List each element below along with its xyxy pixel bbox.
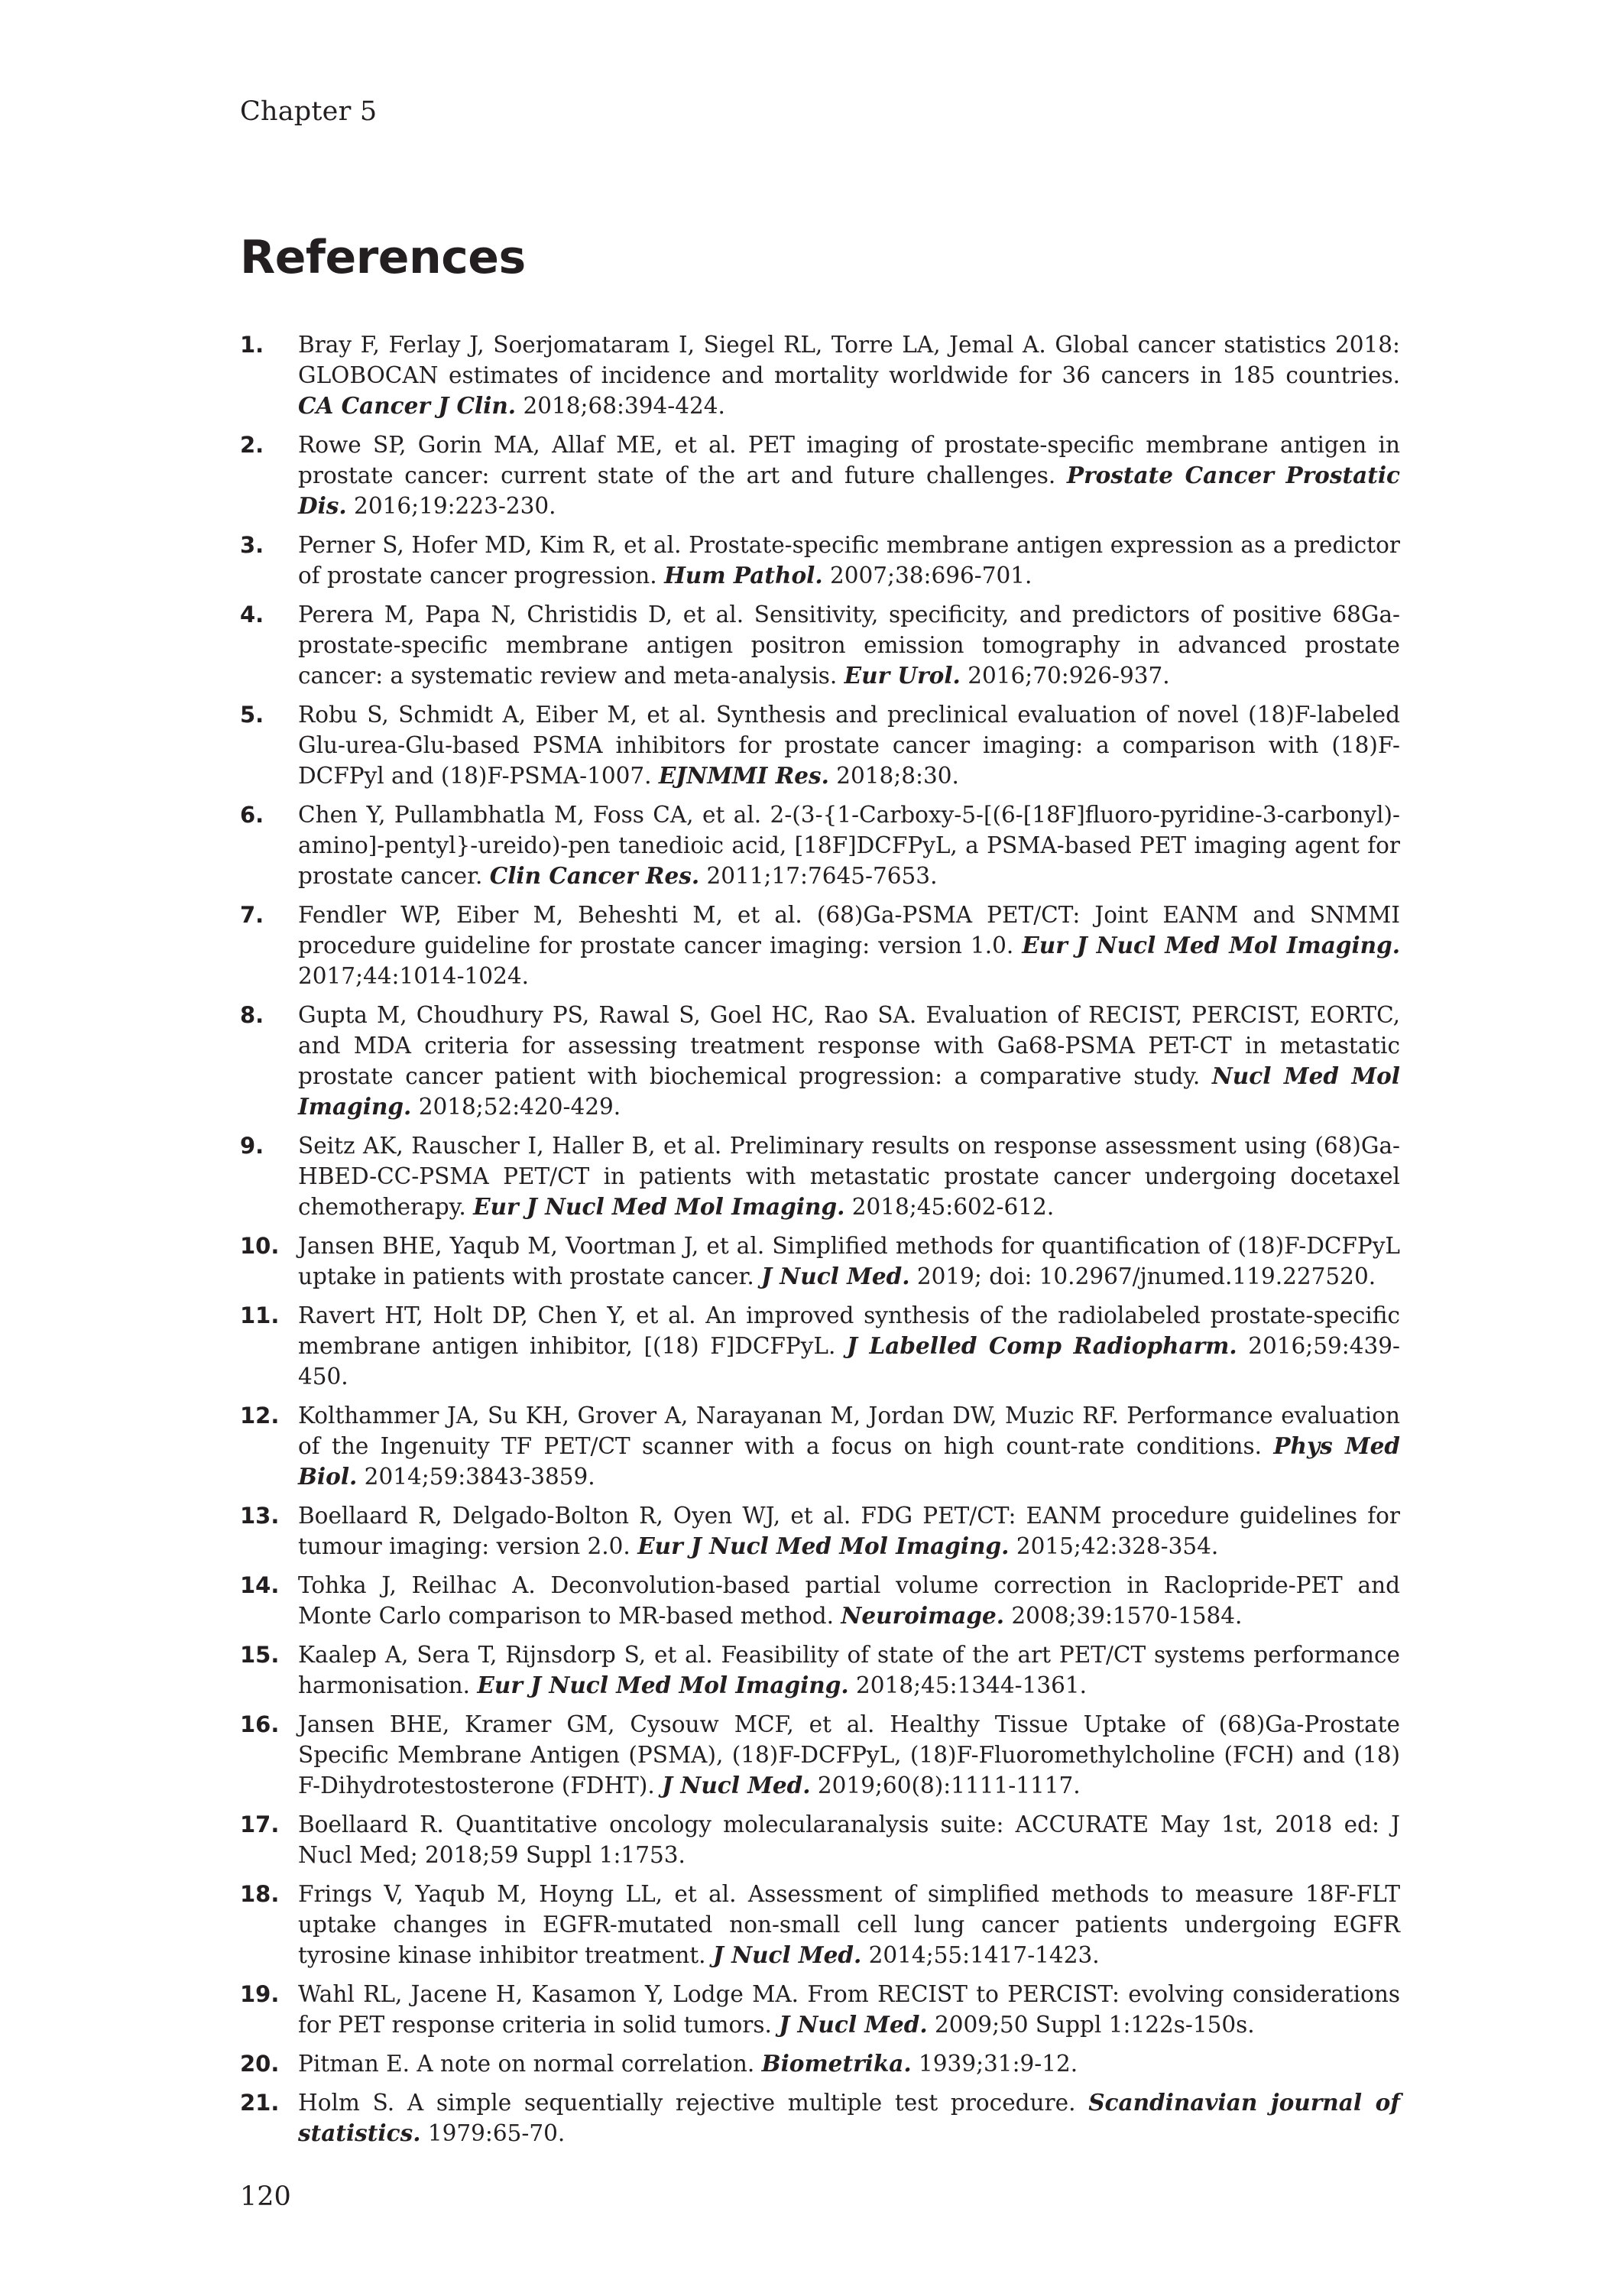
- reference-number: 20.: [240, 2051, 280, 2077]
- reference-journal: Hum Pathol.: [664, 562, 823, 589]
- reference-text: Seitz AK, Rauscher I, Haller B, et al. Preliminary results on response assessment using (68)Ga-HBED-CC-PSMA PET/CT in patients with metastatic prostate cancer undergoing docetaxel chemotherapy.: [298, 1133, 1400, 1220]
- reference-citation: 2018;52:420-429.: [411, 1094, 621, 1120]
- reference-citation: 2007;38:696-701.: [822, 563, 1032, 589]
- reference-text: Robu S, Schmidt A, Eiber M, et al. Synthesis and preclinical evaluation of novel (18)F-labeled Glu-urea-Glu-based PSMA inhibitors for prostate cancer imaging: a comparison with (18)F-DCFPyl and (18)F-PSMA-1007.: [298, 702, 1400, 789]
- reference-text: Pitman E. A note on normal correlation.: [298, 2051, 762, 2077]
- reference-journal: Biometrika.: [761, 2050, 912, 2077]
- reference-citation: 2018;45:1344-1361.: [848, 1672, 1088, 1698]
- section-title: References: [240, 231, 526, 284]
- reference-item: [240, 1979, 1400, 2040]
- reference-citation: 2016;59:439-450.: [298, 1333, 1400, 1390]
- reference-journal: J Nucl Med.: [779, 2011, 928, 2038]
- reference-citation: 2017;44:1014-1024.: [298, 963, 529, 989]
- reference-number: 11.: [240, 1302, 280, 1328]
- reference-number: 6.: [240, 802, 264, 828]
- reference-list: [240, 329, 1400, 2157]
- reference-citation: 2014;59:3843-3859.: [357, 1464, 595, 1490]
- reference-text: Wahl RL, Jacene H, Kasamon Y, Lodge MA. From RECIST to PERCIST: evolving considerations for PET response criteria in solid tumors.: [298, 1981, 1400, 2038]
- reference-item: [240, 1000, 1400, 1122]
- reference-journal: EJNMMI Res.: [658, 762, 829, 789]
- reference-number: 3.: [240, 532, 264, 558]
- reference-number: 1.: [240, 332, 264, 358]
- reference-item: [240, 900, 1400, 991]
- reference-text: Boellaard R, Delgado-Bolton R, Oyen WJ, et al. FDG PET/CT: EANM procedure guidelines for tumour imaging: version 2.0.: [298, 1503, 1400, 1559]
- reference-journal: Eur Urol.: [844, 662, 961, 689]
- reference-citation: 2018;8:30.: [828, 763, 959, 789]
- reference-number: 5.: [240, 702, 264, 728]
- reference-citation: 2016;70:926-937.: [960, 663, 1170, 689]
- reference-number: 4.: [240, 602, 264, 628]
- reference-citation: 2019; doi: 10.2967/jnumed.119.227520.: [909, 1263, 1376, 1289]
- reference-number: 19.: [240, 1981, 280, 2007]
- reference-citation: 1979:65-70.: [420, 2120, 566, 2146]
- reference-text: Chen Y, Pullambhatla M, Foss CA, et al. 2-(3-{1-Carboxy-5-[(6-[18F]fluoro-pyridine-3-carbonyl)-amino]-pentyl}-ureido)-pen tanedioic acid, [18F]DCFPyL, a PSMA-based PET imaging agent for prostate cancer.: [298, 802, 1400, 889]
- reference-item: [240, 530, 1400, 591]
- reference-text: Fendler WP, Eiber M, Beheshti M, et al. (68)Ga-PSMA PET/CT: Joint EANM and SNMMI procedure guideline for prostate cancer imaging: version 1.0.: [298, 902, 1400, 958]
- reference-number: 17.: [240, 1811, 280, 1837]
- reference-text: Perner S, Hofer MD, Kim R, et al. Prostate-specific membrane antigen expression as a predictor of prostate cancer progression.: [298, 532, 1400, 589]
- reference-number: 12.: [240, 1403, 280, 1429]
- reference-citation: 2009;50 Suppl 1:122s-150s.: [927, 2012, 1255, 2038]
- reference-item: [240, 799, 1400, 891]
- reference-journal: Eur J Nucl Med Mol Imaging.: [473, 1193, 845, 1220]
- reference-number: 7.: [240, 902, 264, 928]
- reference-citation: 1939;31:9-12.: [911, 2051, 1078, 2077]
- reference-item: [240, 1809, 1400, 1870]
- reference-journal: Scandinavian journal of statistics.: [298, 2089, 1400, 2146]
- reference-number: 21.: [240, 2090, 280, 2116]
- reference-number: 15.: [240, 1642, 280, 1668]
- reference-journal: J Nucl Med.: [662, 1772, 811, 1798]
- running-header: Chapter 5: [240, 96, 378, 127]
- reference-text: Ravert HT, Holt DP, Chen Y, et al. An improved synthesis of the radiolabeled prostate-specific membrane antigen inhibitor, [(18) F]DCFPyL.: [298, 1302, 1400, 1359]
- reference-item: [240, 1130, 1400, 1222]
- reference-citation: 2016;19:223-230.: [346, 493, 556, 519]
- reference-journal: Eur J Nucl Med Mol Imaging.: [637, 1532, 1010, 1559]
- reference-item: [240, 1231, 1400, 1292]
- reference-item: [240, 2048, 1400, 2079]
- reference-text: Bray F, Ferlay J, Soerjomataram I, Siegel RL, Torre LA, Jemal A. Global cancer statistics 2018: GLOBOCAN estimates of incidence and mortality worldwide for 36 cancers in 185 countries.: [298, 332, 1400, 388]
- reference-item: [240, 1570, 1400, 1631]
- reference-journal: Prostate Cancer Prostatic Dis.: [298, 462, 1400, 519]
- reference-journal: CA Cancer J Clin.: [298, 392, 517, 419]
- reference-number: 14.: [240, 1572, 280, 1598]
- reference-citation: 2011;17:7645-7653.: [699, 863, 938, 889]
- reference-citation: 2008;39:1570-1584.: [1004, 1603, 1243, 1629]
- reference-citation: 2019;60(8):1111-1117.: [810, 1772, 1081, 1798]
- reference-number: 16.: [240, 1711, 280, 1737]
- reference-journal: Nucl Med Mol Imaging.: [298, 1062, 1400, 1120]
- reference-item: [240, 1709, 1400, 1801]
- reference-text: Rowe SP, Gorin MA, Allaf ME, et al. PET imaging of prostate-specific membrane antigen in prostate cancer: current state of the art and future challenges.: [298, 432, 1400, 488]
- reference-item: [240, 599, 1400, 691]
- reference-citation: 2018;68:394-424.: [516, 393, 725, 419]
- reference-item: [240, 699, 1400, 791]
- reference-journal: Phys Med Biol.: [298, 1432, 1401, 1490]
- reference-citation: 2018;45:602-612.: [844, 1194, 1055, 1220]
- reference-number: 10.: [240, 1233, 280, 1259]
- reference-number: 8.: [240, 1002, 264, 1028]
- reference-text: Gupta M, Choudhury PS, Rawal S, Goel HC, Rao SA. Evaluation of RECIST, PERCIST, EORTC, and MDA criteria for assessing treatment response with Ga68-PSMA PET-CT in metastatic prostate cancer patient with biochemical progression: a comparative study.: [298, 1002, 1400, 1089]
- reference-journal: J Nucl Med.: [712, 1941, 862, 1968]
- reference-journal: Eur J Nucl Med Mol Imaging.: [1022, 932, 1401, 958]
- reference-text: Jansen BHE, Yaqub M, Voortman J, et al. Simplified methods for quantification of (18)F-DCFPyL uptake in patients with prostate cancer.: [298, 1233, 1400, 1289]
- reference-item: [240, 430, 1400, 521]
- reference-journal: Neuroimage.: [841, 1602, 1005, 1629]
- reference-item: [240, 2087, 1400, 2149]
- reference-citation: 2014;55:1417-1423.: [861, 1942, 1100, 1968]
- reference-citation: 2015;42:328-354.: [1009, 1533, 1219, 1559]
- reference-item: [240, 1500, 1400, 1562]
- reference-text: Boellaard R. Quantitative oncology molecularanalysis suite: ACCURATE May 1st, 2018 ed: J Nucl Med; 2018;59 Suppl 1:1753.: [298, 1811, 1400, 1868]
- reference-text: Frings V, Yaqub M, Hoyng LL, et al. Assessment of simplified methods to measure 18F-FLT uptake changes in EGFR-mutated non-small cell lung cancer patients undergoing EGFR tyrosine kinase inhibitor treatment.: [298, 1881, 1400, 1968]
- reference-text: Holm S. A simple sequentially rejective multiple test procedure.: [298, 2090, 1089, 2116]
- page-number: 120: [240, 2181, 291, 2212]
- reference-item: [240, 1879, 1400, 1970]
- reference-text: Kolthammer JA, Su KH, Grover A, Narayanan M, Jordan DW, Muzic RF. Performance evaluation of the Ingenuity TF PET/CT scanner with a focus on high count-rate conditions.: [298, 1403, 1400, 1459]
- reference-text: Tohka J, Reilhac A. Deconvolution-based partial volume correction in Raclopride-PET and Monte Carlo comparison to MR-based method.: [298, 1572, 1400, 1629]
- reference-number: 13.: [240, 1503, 280, 1529]
- reference-text: Jansen BHE, Kramer GM, Cysouw MCF, et al. Healthy Tissue Uptake of (68)Ga-Prostate Specific Membrane Antigen (PSMA), (18)F-DCFPyL, (18)F-Fluoromethylcholine (FCH) and (18) F-Dihydrotestosterone (FDHT).: [298, 1711, 1400, 1798]
- reference-journal: Clin Cancer Res.: [489, 862, 700, 889]
- reference-journal: Eur J Nucl Med Mol Imaging.: [477, 1672, 849, 1698]
- reference-text: Perera M, Papa N, Christidis D, et al. Sensitivity, specificity, and predictors of positive 68Ga-prostate-specific membrane antigen positron emission tomography in advanced prostate cancer: a systematic review and meta-analysis.: [298, 602, 1400, 689]
- reference-number: 2.: [240, 432, 264, 458]
- reference-item: [240, 1400, 1400, 1492]
- reference-item: [240, 329, 1400, 421]
- reference-journal: J Labelled Comp Radiopharm.: [847, 1332, 1237, 1359]
- reference-item: [240, 1639, 1400, 1701]
- reference-number: 18.: [240, 1881, 280, 1907]
- reference-text: Kaalep A, Sera T, Rijnsdorp S, et al. Feasibility of state of the art PET/CT systems performance harmonisation.: [298, 1642, 1400, 1698]
- reference-journal: J Nucl Med.: [761, 1263, 910, 1289]
- reference-number: 9.: [240, 1133, 264, 1159]
- reference-item: [240, 1300, 1400, 1392]
